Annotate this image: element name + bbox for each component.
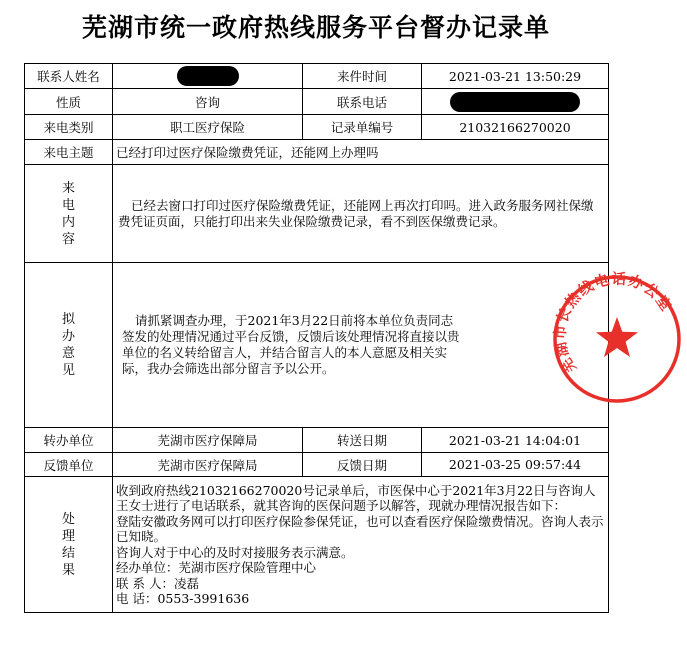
arrival-time-value: 2021-03-21 13:50:29 (422, 64, 609, 89)
feedback-date-label: 反馈日期 (303, 453, 422, 477)
content-text: 已经去窗口打印过医疗保险缴费凭证，还能网上再次打印吗。进入政务服务网社保缴费凭证页面，只能打印出来失业保险缴费记录，看不到医保缴费记录。 (113, 165, 609, 263)
svg-text:芜湖市长热线电话办公室 (551, 269, 676, 376)
opinion-label: 拟办意见 (25, 263, 113, 428)
content-label: 来电内容 (25, 165, 113, 263)
record-number-label: 记录单编号 (303, 115, 422, 140)
nature-label: 性质 (25, 89, 113, 115)
feedback-unit-value: 芜湖市医疗保障局 (113, 453, 303, 477)
result-line: 咨询人对于中心的及时对接服务表示满意。 (116, 544, 354, 560)
row-result (25, 477, 609, 613)
call-type-label: 来电类别 (25, 115, 113, 140)
subject-value: 已经打印过医疗保险缴费凭证，还能网上办理吗 (113, 140, 609, 165)
row-transfer (25, 428, 609, 453)
transfer-unit-label: 转办单位 (25, 428, 113, 453)
arrival-time-label: 来件时间 (303, 64, 422, 89)
record-form (24, 63, 675, 613)
seal-text: 芜湖市长热线电话办公室 (552, 271, 675, 376)
transfer-unit-value: 芜湖市医疗保障局 (113, 428, 303, 453)
seal-star-icon (596, 317, 638, 357)
phone-label: 联系电话 (303, 89, 422, 115)
document-title: 芜湖市统一政府热线服务平台督办记录单 (81, 13, 550, 42)
redaction-block (177, 66, 239, 86)
result-text (113, 477, 609, 613)
row-type (25, 115, 609, 140)
subject-label: 来电主题 (25, 140, 113, 165)
result-line: 收到政府热线21032166270020号记录单后，市医保中心于2021年3月22日与咨询人王女士进行了电话联系，就其咨询的医保问题予以解答，现就办理情况报告如下： (116, 482, 596, 513)
contact-name-label: 联系人姓名 (25, 64, 113, 89)
feedback-date-value: 2021-03-25 09:57:44 (422, 453, 609, 477)
transfer-date-label: 转送日期 (303, 428, 422, 453)
row-opinion (25, 263, 609, 428)
official-seal (547, 269, 687, 409)
row-content (25, 165, 609, 263)
result-line: 经办单位：芜湖市医疗保险管理中心 (116, 560, 317, 575)
row-nature (25, 89, 609, 115)
result-line: 电 话：0553-3991636 (116, 591, 250, 606)
transfer-date-value: 2021-03-21 14:04:01 (422, 428, 609, 453)
contact-name-value (113, 64, 303, 89)
opinion-text: 请抓紧调查办理，于2021年3月22日前将本单位负责同志签发的处理情况通过平台反馈，反馈后该处理情况将直接以贵单位的名义转给留言人，并结合留言人的本人意愿及相关实际，我办会筛选出部分留言予以公开。 (122, 313, 460, 376)
redaction-block (450, 92, 580, 112)
opinion-cell (113, 263, 675, 428)
feedback-unit-label: 反馈单位 (25, 453, 113, 477)
row-feedback (25, 453, 609, 477)
call-type-value: 职工医疗保险 (113, 115, 303, 140)
result-label: 处理结果 (25, 477, 113, 613)
phone-value (422, 89, 609, 115)
row-contact (25, 64, 609, 89)
result-line: 联 系 人：凌磊 (116, 575, 199, 591)
record-number-value: 21032166270020 (422, 115, 609, 140)
result-line: 登陆安徽政务网可以打印医疗保险参保凭证，也可以查看医疗保险缴费情况。咨询人表示已知晓。 (116, 513, 604, 544)
row-subject (25, 140, 609, 165)
nature-value: 咨询 (113, 89, 303, 115)
